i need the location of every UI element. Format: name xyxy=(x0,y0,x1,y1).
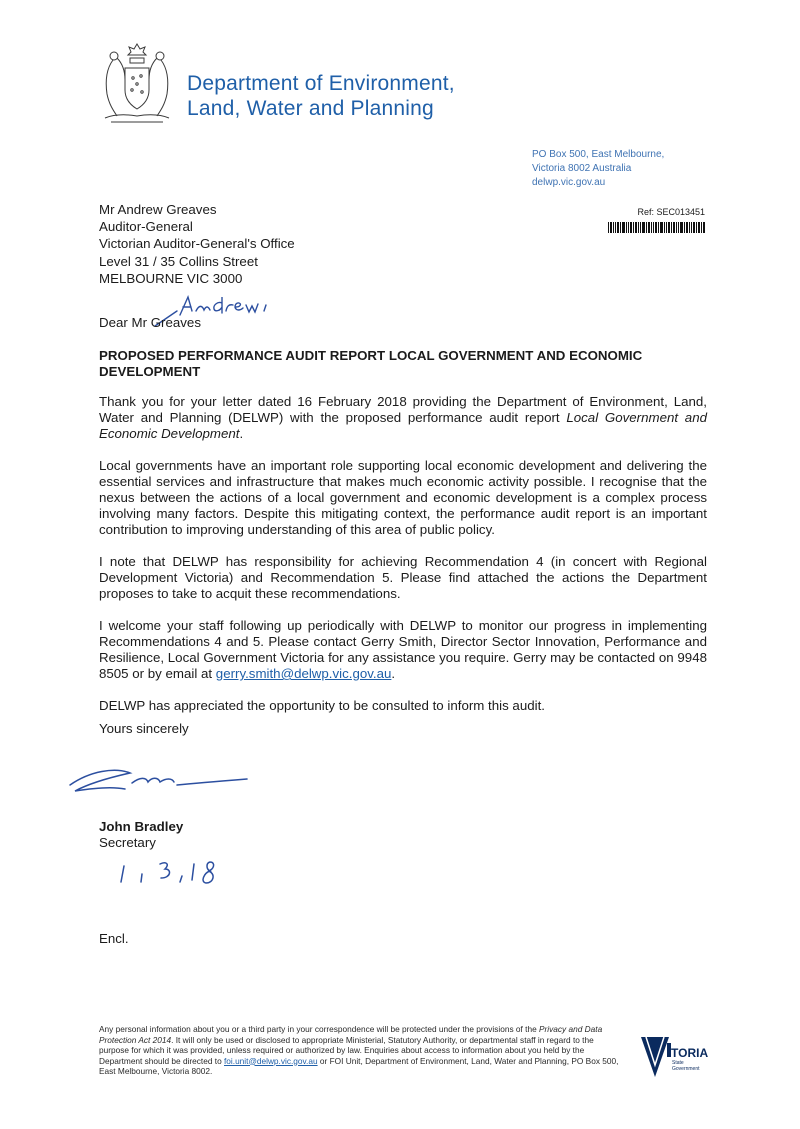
postal-address xyxy=(532,148,664,190)
letter-body xyxy=(99,394,707,730)
privacy-act-title: Privacy and Data Protection Act 2014 xyxy=(99,1024,603,1045)
salutation: Dear Mr Greaves xyxy=(99,315,201,330)
closing: Yours sincerely xyxy=(99,721,189,736)
recipient-street: Level 31 / 35 Collins Street xyxy=(99,253,258,269)
contact-email-link[interactable]: gerry.smith@delwp.vic.gov.au xyxy=(215,666,392,681)
recipient-city: MELBOURNE VIC 3000 xyxy=(99,270,243,286)
department-name xyxy=(187,71,455,121)
department-name-line2: Land, Water and Planning xyxy=(187,97,434,120)
recipient-address xyxy=(99,201,295,287)
signer-name: John Bradley xyxy=(99,819,184,834)
coat-of-arms-logo xyxy=(97,38,177,128)
vic-logo-sub2: Government xyxy=(672,1066,700,1072)
recipient-name: Mr Andrew Greaves xyxy=(99,202,217,217)
vic-logo-sub1: State xyxy=(672,1060,684,1066)
reference-number: Ref: SEC013451 xyxy=(637,207,705,217)
vic-logo-word: TORIA xyxy=(671,1046,709,1060)
report-title: Local Government and Economic Development xyxy=(99,410,707,441)
recipient-office: Victorian Auditor-General's Office xyxy=(99,236,295,252)
handwritten-date xyxy=(112,852,232,897)
address-line1: PO Box 500, East Melbourne, xyxy=(532,149,665,160)
recipient-title: Auditor-General xyxy=(99,219,193,235)
privacy-footer: Any personal information about you or a third party in your correspondence will be protected under the provisions of the Privacy and Data Protection Act 2014. It will only be used or disclosed to appropriate Ministerial, Statutory Authority, or departmental staff in regard to the purpose for which it was provided, unless required or authorized by law. Enquiries about access to information about you held by the Department should be directed to foi.unit@delwp.vic.gov.au or FOI Unit, Department of Environment, Land, Water and Planning, PO Box 500, East Melbourne, Victoria 8002. xyxy=(99,1024,619,1076)
foi-email-link[interactable]: foi.unit@delwp.vic.gov.au xyxy=(224,1055,318,1066)
signer-title: Secretary xyxy=(99,835,156,850)
letter-subject: PROPOSED PERFORMANCE AUDIT REPORT LOCAL GOVERNMENT AND ECONOMIC DEVELOPMENT xyxy=(99,348,643,379)
barcode xyxy=(608,222,705,233)
signer-block xyxy=(99,819,183,851)
paragraph-1: Thank you for your letter dated 16 February 2018 providing the Department of Environment, Land, Water and Planning (DELWP) with the proposed performance audit report Local Government and Economic Development. xyxy=(99,394,707,441)
signature xyxy=(62,755,252,805)
paragraph-5: DELWP has appreciated the opportunity to be consulted to inform this audit. xyxy=(99,698,545,713)
victoria-state-government-logo xyxy=(641,1033,711,1079)
enclosure: Encl. xyxy=(99,931,129,946)
address-line2: Victoria 8002 Australia xyxy=(532,163,632,174)
department-name-line1: Department of Environment, xyxy=(187,72,455,95)
paragraph-4: I welcome your staff following up periodically with DELWP to monitor our progress in implementing Recommendations 4 and 5. Please contact Gerry Smith, Director Sector Innovation, Performance and Resilience, Local Government Victoria for any assistance you require. Gerry may be contacted on 9948 8505 or by email at gerry.smith@delwp.vic.gov.au. xyxy=(99,618,707,681)
paragraph-2: Local governments have an important role supporting local economic development and delivering the essential services and infrastructure that makes much economic activity possible. I recognise that the nexus between the actions of a local government and economic development is a complex process involving many factors. Despite this mitigating context, the performance audit report is an important contribution to improving understanding of this area of public policy. xyxy=(99,458,707,537)
paragraph-3: I note that DELWP has responsibility for achieving Recommendation 4 (in concert with Regional Development Victoria) and Recommendation 5. Please find attached the actions the Department proposes to take to acquit these recommendations. xyxy=(99,554,707,601)
address-website: delwp.vic.gov.au xyxy=(532,177,606,188)
